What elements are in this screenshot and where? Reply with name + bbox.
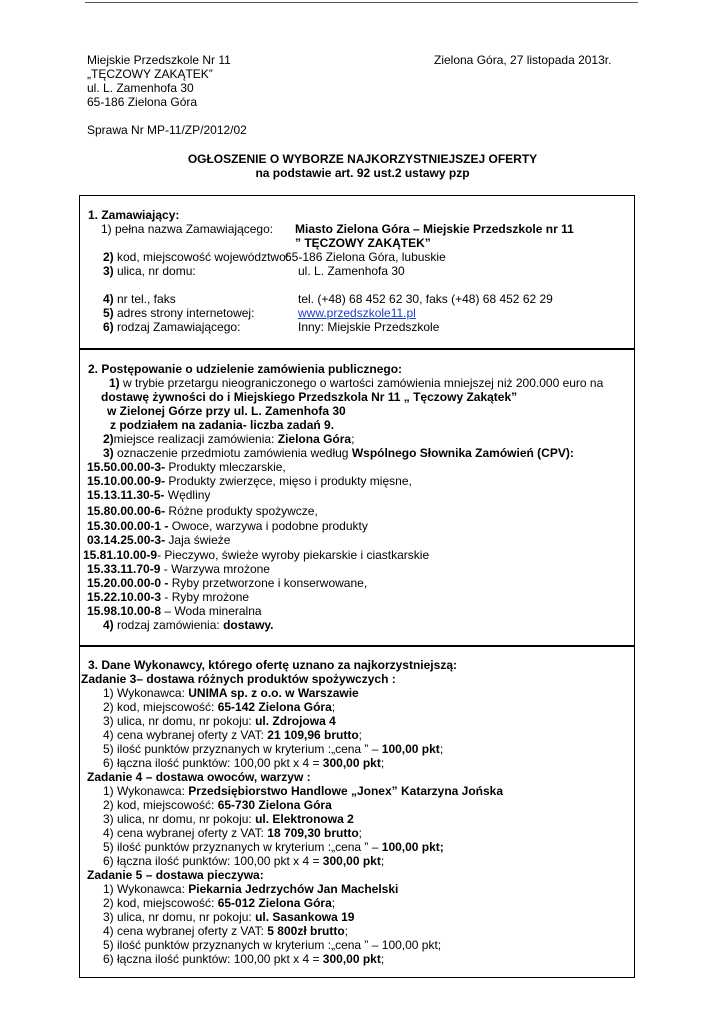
cpv-item: 15.80.00.00-6- Różne produkty spożywcze, xyxy=(87,504,318,518)
doc-title: OGŁOSZENIE O WYBORZE NAJKORZYSTNIEJSZEJ OFERTY xyxy=(187,152,538,166)
cpv-item: 15.33.11.70-9 - Warzywa mrożone xyxy=(87,562,270,576)
cpv-item: 15.22.10.00-3 - Ryby mrożone xyxy=(87,590,250,604)
task-4-title: Zadanie 4 – dostawa owoców, warzyw : xyxy=(87,770,311,784)
top-rule xyxy=(85,2,638,3)
sec2-l4: z podziałem na zadania- liczba zadań 9. xyxy=(110,418,335,432)
org-name-2: „TĘCZOWY ZAKĄTEK” xyxy=(87,67,213,81)
task-5-title: Zadanie 5 – dostawa pieczywa: xyxy=(87,868,264,882)
cpv-item: 15.50.00.00-3- Produkty mleczarskie, xyxy=(87,460,286,474)
sec2-l5-text: miejsce realizacji zamówienia: xyxy=(113,432,278,446)
task-3-price: 4) cena wybranej oferty z VAT: 21 109,96 brutto; xyxy=(103,728,363,742)
cpv-item: 15.20.00.00-0 - Ryby przetworzone i konserwowane, xyxy=(87,576,368,590)
doc-subtitle: na podstawie art. 92 ust.2 ustawy pzp xyxy=(255,166,470,180)
sec2-heading: 2. Postępowanie o udzielenie zamówienia publicznego: xyxy=(88,362,403,376)
sec1-r4-num: 4) xyxy=(103,292,114,306)
sec1-r2-value: 65-186 Zielona Góra, lubuskie xyxy=(285,250,446,264)
task-4-street: 3) ulica, nr domu, nr pokoju: ul. Elektronowa 2 xyxy=(103,812,354,826)
task-5-points: 5) ilość punktów przyznanych w kryterium :„cena ” – 100,00 pkt; xyxy=(103,938,442,952)
task-3-total: 6) łączna ilość punktów: 100,00 pkt x 4 = 300,00 pkt; xyxy=(103,756,385,770)
sec1-r3-num: 3) xyxy=(103,264,114,278)
sec3-heading: 3. Dane Wykonawcy, którego ofertę uznano za najkorzystniejszą: xyxy=(88,658,457,672)
sec2-l5-num: 2) xyxy=(103,432,114,446)
task-4-points: 5) ilość punktów przyznanych w kryterium :„cena ” – 100,00 pkt; xyxy=(103,840,444,854)
task-4-postcode: 2) kod, miejscowość: 65-730 Zielona Góra xyxy=(103,798,332,812)
sec2-l1-text: w trybie przetargu nieograniczonego o wartości zamówienia mniejszej niż 200.000 euro na xyxy=(119,376,604,390)
sec2-l6-text: oznaczenie przedmiotu zamówienia według xyxy=(113,446,352,460)
sec1-r1-value: Miasto Zielona Góra – Miejskie Przedszkole nr 11 xyxy=(295,222,574,236)
sec1-r6-value: Inny: Miejskie Przedszkole xyxy=(298,320,440,334)
task-5-total: 6) łączna ilość punktów: 100,00 pkt x 4 = 300,00 pkt; xyxy=(103,952,385,966)
sec1-r3-value: ul. L. Zamenhofa 30 xyxy=(298,264,405,278)
cpv-item: 15.98.10.00-8 – Woda mineralna xyxy=(87,604,262,618)
sec1-heading: 1. Zamawiający: xyxy=(88,208,180,222)
sec1-r4-value: tel. (+48) 68 452 62 30, faks (+48) 68 452 62 29 xyxy=(298,292,553,306)
task-5-price: 4) cena wybranej oferty z VAT: 5 800zł brutto; xyxy=(103,924,348,938)
task-3-contractor: 1) Wykonawca: UNIMA sp. z o.o. w Warszawie xyxy=(103,686,359,700)
task-3-points: 5) ilość punktów przyznanych w kryterium :„cena ” – 100,00 pkt; xyxy=(103,742,444,756)
task-3-title: Zadanie 3– dostawa różnych produktów spożywczych : xyxy=(81,672,396,686)
org-name: Miejskie Przedszkole Nr 11 xyxy=(87,53,231,67)
cpv-item: 15.30.00.00-1 - Owoce, warzywa i podobne produkty xyxy=(87,519,368,533)
sec2-l7-text: rodzaj zamówienia: xyxy=(113,618,224,632)
sec1-r2-num: 2) xyxy=(103,250,114,264)
task-4-price: 4) cena wybranej oferty z VAT: 18 709,30 brutto; xyxy=(103,826,363,840)
org-street: ul. L. Zamenhofa 30 xyxy=(87,81,194,95)
case-number: Sprawa Nr MP-11/ZP/2012/02 xyxy=(87,123,247,137)
sec1-r1-value2: ” TĘCZOWY ZAKĄTEK” xyxy=(295,236,431,250)
sec2-l7-num: 4) xyxy=(103,618,114,632)
task-5-contractor: 1) Wykonawca: Piekarnia Jedrzychów Jan Machelski xyxy=(103,882,399,896)
website-link[interactable]: www.przedszkole11.pl xyxy=(298,306,416,320)
sec2-l5-bold: Zielona Góra xyxy=(277,432,352,446)
sec1-r4-label: nr tel., faks xyxy=(113,292,176,306)
cpv-item: 15.10.00.00-9- Produkty zwierzęce, mięso i produkty mięsne, xyxy=(87,474,412,488)
cpv-item: 15.81.10.00-9- Pieczywo, świeże wyroby piekarskie i ciastkarskie xyxy=(83,548,430,562)
cpv-item: 15.13.11.30-5- Wędliny xyxy=(87,488,211,502)
sec2-l3: w Zielonej Górze przy ul. L. Zamenhofa 30 xyxy=(107,404,346,418)
sec1-r3-label: ulica, nr domu: xyxy=(113,264,196,278)
place-date: Zielona Góra, 27 listopada 2013r. xyxy=(434,53,612,67)
task-4-total: 6) łączna ilość punktów: 100,00 pkt x 4 = 300,00 pkt; xyxy=(103,854,385,868)
sec2-l7-bold: dostawy. xyxy=(223,618,274,632)
sec1-r5-label: adres strony internetowej: xyxy=(113,306,255,320)
sec2-l6-num: 3) xyxy=(103,446,114,460)
task-5-street: 3) ulica, nr domu, nr pokoju: ul. Sasankowa 19 xyxy=(103,910,355,924)
sec1-r2-label: kod, miejscowość województwo: xyxy=(113,250,290,264)
sec2-l5-end: ; xyxy=(351,432,355,446)
task-3-postcode: 2) kod, miejscowość: 65-142 Zielona Góra; xyxy=(103,700,336,714)
sec2-l1-num: 1) xyxy=(109,376,120,390)
task-4-contractor: 1) Wykonawca: Przedsiębiorstwo Handlowe „Jonex” Katarzyna Jońska xyxy=(103,784,504,798)
sec2-l6-bold: Wspólnego Słownika Zamówień (CPV): xyxy=(351,446,574,460)
sec1-r1-label: 1) pełna nazwa Zamawiającego: xyxy=(101,222,274,236)
cpv-item: 03.14.25.00-3- Jaja świeże xyxy=(87,533,231,547)
org-city: 65-186 Zielona Góra xyxy=(87,95,198,109)
sec1-r6-label: rodzaj Zamawiającego: xyxy=(113,320,241,334)
sec1-r5-num: 5) xyxy=(103,306,114,320)
task-3-street: 3) ulica, nr domu, nr pokoju: ul. Zdrojowa 4 xyxy=(103,714,336,728)
sec2-l2: dostawę żywności do i Miejskiego Przedszkola Nr 11 „ Tęczowy Zakątek” xyxy=(101,390,518,404)
task-5-postcode: 2) kod, miejscowość: 65-012 Zielona Góra; xyxy=(103,896,336,910)
sec1-r6-num: 6) xyxy=(103,320,114,334)
